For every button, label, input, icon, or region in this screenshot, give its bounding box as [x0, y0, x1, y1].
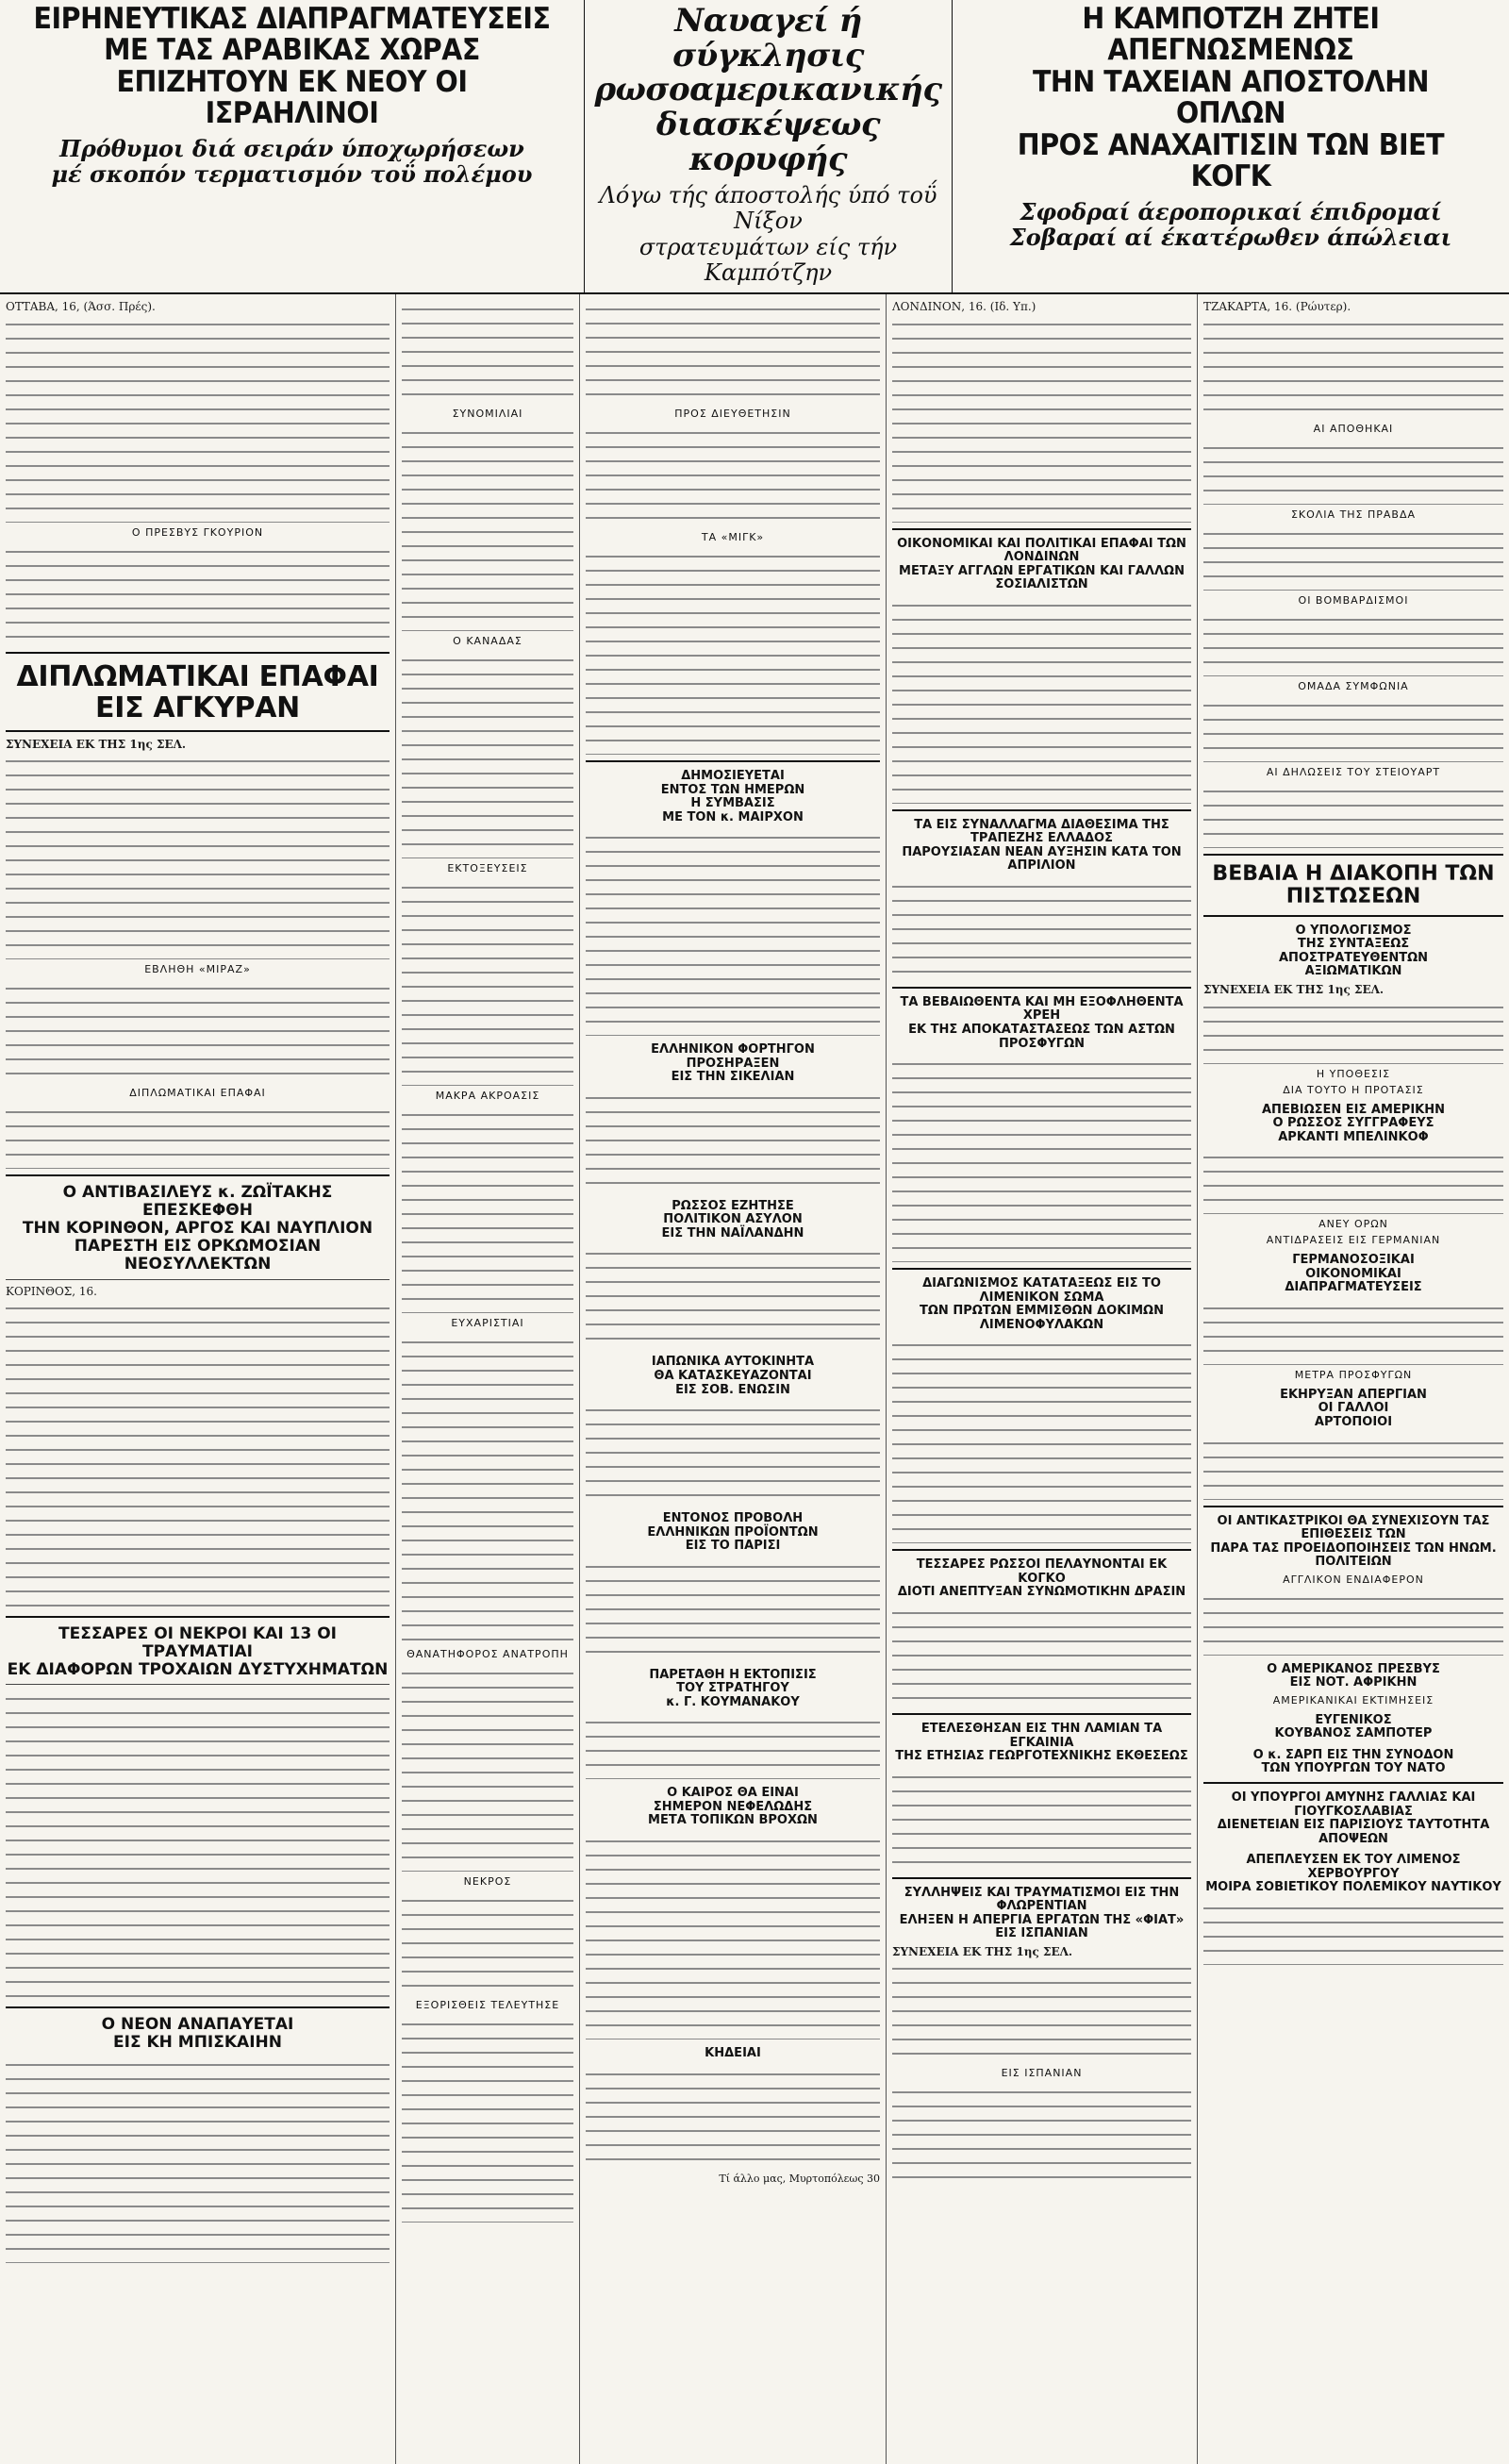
article-text	[586, 547, 880, 755]
column-4	[887, 294, 1198, 2464]
article-text	[402, 878, 573, 1086]
section-headline: ΕΛΛΗΝΙΚΟΝ ΦΟΡΤΗΓΟΝ ΠΡΟΣΗΡΑΞΕΝ ΕΙΣ ΤΗΝ ΣΙΚΕΛΙΑΝ	[651, 1042, 815, 1085]
subhead: ΕΥΧΑΡΙΣΤΙΑΙ	[451, 1316, 524, 1329]
headline-summit: Ναυαγεί ή σύγκλησις ρωσοαμερικανικής διασκέψεως κορυφής	[594, 2, 942, 178]
section-headline-credits: ΒΕΒΑΙΑ Η ΔΙΑΚΟΠΗ ΤΩΝ ΠΙΣΤΩΣΕΩΝ	[1212, 861, 1495, 909]
headline-peace-talks: ΕΙΡΗΝΕΥΤΙΚΑΣ ΔΙΑΠΡΑΓΜΑΤΕΥΣΕΙΣ ΜΕ ΤΑΣ ΑΡΑΒΙΚΑΣ ΧΩΡΑΣ ΕΠΙΖΗΤΟΥΝ ΕΚ ΝΕΟΥ ΟΙ ΙΣΡΑΗΛΙΝΟΙ	[33, 2, 551, 131]
divider	[586, 760, 880, 762]
subheadline-cambodia: Σφοδραί άεροπορικαί έπιδρομαί Σοβαραί αί έκατέρωθεν άπώλειαι	[1009, 197, 1452, 252]
article-text	[1203, 524, 1503, 591]
dateline: ΚΟΡΙΝΘΟΣ, 16.	[6, 1284, 97, 1298]
section-headline: ΑΠΕΠΛΕΥΣΕΝ ΕΚ ΤΟΥ ΛΙΜΕΝΟΣ ΧΕΡΒΟΥΡΓΟΥ ΜΟΙΡΑ ΣΟΒΙΕΤΙΚΟΥ ΠΟΛΕΜΙΚΟΥ ΝΑΥΤΙΚΟΥ	[1205, 1853, 1501, 1895]
article-text	[1203, 782, 1503, 848]
section-headline: ΣΥΛΛΗΨΕΙΣ ΚΑΙ ΤΡΑΥΜΑΤΙΣΜΟΙ ΕΙΣ ΤΗΝ ΦΛΩΡΕΝΤΙΑΝ ΕΛΗΞΕΝ Η ΑΠΕΡΓΙΑ ΕΡΓΑΤΩΝ ΤΗΣ «ΦΙΑΤ» ΕΙΣ ΙΣΠΑΝΙΑΝ	[899, 1885, 1185, 1941]
section-headline-zoitakis: Ο ΑΝΤΙΒΑΣΙΛΕΥΣ κ. ΖΩΪΤΑΚΗΣ ΕΠΕΣΚΕΦΘΗ ΤΗΝ ΚΟΡΙΝΘΟΝ, ΑΡΓΟΣ ΚΑΙ ΝΑΥΠΛΙΟΝ ΠΑΡΕΣΤΗ ΕΙΣ ΟΡΚΩΜΟΣΙΑΝ ΝΕΟΣΥΛΛΕΚΤΩΝ	[22, 1183, 373, 1274]
article-text	[402, 651, 573, 858]
article-text	[1203, 1434, 1503, 1500]
article-text	[892, 1336, 1191, 1543]
section-headline: ΟΙ ΑΝΤΙΚΑΣΤΡΙΚΟΙ ΘΑ ΣΥΝΕΧΙΣΟΥΝ ΤΑΣ ΕΠΙΘΕΣΕΙΣ ΤΩΝ ΠΑΡΑ ΤΑΣ ΠΡΟΕΙΔΟΠΟΙΗΣΕΙΣ ΤΩΝ ΗΝΩΜ. ΠΟΛΙΤΕΙΩΝ	[1210, 1513, 1497, 1570]
article-text	[1203, 1299, 1503, 1365]
article-text	[586, 424, 880, 527]
article-text	[586, 1557, 880, 1661]
article-text	[6, 315, 390, 523]
section-headline: ΚΗΔΕΙΑΙ	[705, 2046, 761, 2060]
article-text	[6, 979, 390, 1083]
subhead: ΟΙ ΒΟΜΒΑΡΔΙΣΜΟΙ	[1298, 593, 1409, 607]
dateline: ΛΟΝΔΙΝΟΝ, 16. (Ιδ. Υπ.)	[892, 299, 1036, 313]
subhead: ΝΕΚΡΟΣ	[463, 1874, 512, 1888]
column-1	[0, 294, 396, 2464]
article-text	[586, 828, 880, 1036]
continuation-note: ΣΥΝΕΧΕΙΑ ΕΚ ΤΗΣ 1ης ΣΕΛ.	[1203, 983, 1385, 996]
divider	[6, 1684, 390, 1685]
divider	[892, 987, 1191, 989]
article-text	[892, 315, 1191, 523]
article-text	[586, 1832, 880, 2039]
subhead: ΕΞΟΡΙΣΘΕΙΣ ΤΕΛΕΥΤΗΣΕ	[415, 1998, 560, 2011]
subhead: ΑΝΤΙΔΡΑΣΕΙΣ ΕΙΣ ΓΕΡΜΑΝΙΑΝ	[1266, 1234, 1441, 1247]
article-text	[1203, 696, 1503, 762]
subheadline-summit: Λόγω τής άποστολής ύπό τοΰ Νίξον στρατευμάτων είς τήν Καμπότζην	[599, 181, 937, 287]
divider	[1203, 1782, 1503, 1784]
divider	[6, 730, 390, 732]
article-text	[1203, 1148, 1503, 1214]
section-headline-nixon-rest: Ο ΝΕΟΝ ΑΝΑΠΑΥΕΤΑΙ ΕΙΣ ΚΗ ΜΠΙΣΚΑΙΗΝ	[101, 2015, 294, 2053]
continuation-note: ΣΥΝΕΧΕΙΑ ΕΚ ΤΗΣ 1ης ΣΕΛ.	[6, 737, 187, 751]
subhead: Ο ΚΑΝΑΔΑΣ	[453, 634, 522, 647]
article-text	[402, 1106, 573, 1313]
section-headline: ΙΑΠΩΝΙΚΑ ΑΥΤΟΚΙΝΗΤΑ ΘΑ ΚΑΤΑΣΚΕΥΑΖΟΝΤΑΙ ΕΙΣ ΣΟΒ. ΕΝΩΣΙΝ	[651, 1355, 815, 1397]
article-text	[402, 424, 573, 631]
footer-note: Τί άλλο μας, Μυρτοπόλεως 30	[719, 2172, 880, 2185]
headline-column-center	[585, 0, 953, 292]
divider	[6, 652, 390, 654]
section-headline: ΤΕΣΣΑΡΕΣ ΡΩΣΣΟΙ ΠΕΛΑΥΝΟΝΤΑΙ ΕΚ ΚΟΓΚΟ ΔΙΟΤΙ ΑΝΕΠΤΥΞΑΝ ΣΥΝΩΜΟΤΙΚΗΝ ΔΡΑΣΙΝ	[897, 1557, 1186, 1600]
subhead: ΠΡΟΣ ΔΙΕΥΘΕΤΗΣΙΝ	[674, 407, 791, 420]
section-headline: ΡΩΣΣΟΣ ΕΖΗΤΗΣΕ ΠΟΛΙΤΙΚΟΝ ΑΣΥΛΟΝ ΕΙΣ ΤΗΝ ΝΑΪΛΑΝΔΗΝ	[661, 1198, 804, 1240]
section-headline: ΠΑΡΕΤΑΘΗ Η ΕΚΤΟΠΙΣΙΣ ΤΟΥ ΣΤΡΑΤΗΓΟΥ κ. Γ. ΚΟΥΜΑΝΑΚΟΥ	[649, 1667, 817, 1709]
section-headline: ΟΙΚΟΝΟΜΙΚΑΙ ΚΑΙ ΠΟΛΙΤΙΚΑΙ ΕΠΑΦΑΙ ΤΩΝ ΛΟΝΔΙΝΩΝ ΜΕΤΑΞΥ ΑΓΓΛΩΝ ΕΡΓΑΤΙΚΩΝ ΚΑΙ ΓΑΛΛΩΝ ΣΟΣΙΑΛΙΣΤΩΝ	[897, 536, 1186, 592]
subhead: ΑΓΓΛΙΚΟΝ ΕΝΔΙΑΦΕΡΟΝ	[1283, 1573, 1424, 1586]
article-text	[6, 752, 390, 959]
subhead: ΣΚΟΛΙΑ ΤΗΣ ΠΡΑΒΔΑ	[1290, 508, 1417, 521]
section-headline: Ο ΑΜΕΡΙΚΑΝΟΣ ΠΡΕΣΒΥΣ ΕΙΣ ΝΟΤ. ΑΦΡΙΚΗΝ	[1267, 1661, 1440, 1690]
divider	[6, 1616, 390, 1618]
subheadline-peace-talks: Πρόθυμοι διά σειράν ύποχωρήσεων μέ σκοπόν τερματισμόν τοΰ πολέμου	[51, 134, 533, 189]
subhead: ΑΙ ΑΠΟΘΗΚΑΙ	[1313, 422, 1394, 435]
article-text	[892, 877, 1191, 981]
divider	[892, 528, 1191, 530]
divider	[6, 1174, 390, 1176]
article-text	[6, 2056, 390, 2263]
divider	[892, 1549, 1191, 1551]
article-text	[892, 596, 1191, 804]
article-text	[1203, 1590, 1503, 1656]
section-headline: Ο κ. ΣΑΡΠ ΕΙΣ ΤΗΝ ΣΥΝΟΔΟΝ ΤΩΝ ΥΠΟΥΡΓΩΝ ΤΟΥ ΝΑΤΟ	[1252, 1747, 1454, 1776]
article-text	[586, 1401, 880, 1505]
subhead: ΔΙΠΛΩΜΑΤΙΚΑΙ ΕΠΑΦΑΙ	[129, 1087, 266, 1100]
article-text	[586, 1713, 880, 1779]
subhead: ΑΙ ΔΗΛΩΣΕΙΣ ΤΟΥ ΣΤΕΙΟΥΑΡΤ	[1266, 765, 1441, 778]
article-text	[586, 300, 880, 404]
divider	[892, 809, 1191, 811]
article-text	[402, 1333, 573, 1644]
column-3	[580, 294, 887, 2464]
article-text	[6, 1299, 390, 1610]
article-text	[892, 1959, 1191, 2063]
subhead: ΔΙΑ ΤΟΥΤΟ Η ΠΡΟΤΑΣΙΣ	[1283, 1083, 1424, 1096]
subhead: ΑΜΕΡΙΚΑΝΙΚΑΙ ΕΚΤΙΜΗΣΕΙΣ	[1272, 1693, 1434, 1706]
section-headline: Ο ΥΠΟΛΟΓΙΣΜΟΣ ΤΗΣ ΣΥΝΤΑΞΕΩΣ ΑΠΟΣΤΡΑΤΕΥΘΕΝΤΩΝ ΑΞΙΩΜΑΤΙΚΩΝ	[1278, 923, 1429, 979]
subhead: ΑΝΕΥ ΟΡΩΝ	[1318, 1218, 1388, 1231]
article-text	[6, 1690, 390, 2001]
article-text	[402, 1891, 573, 1995]
front-headlines	[0, 0, 1509, 294]
article-columns	[0, 294, 1509, 2464]
dateline: ΟΤΤΑΒΑ, 16, (Άσσ. Πρές).	[6, 299, 156, 313]
article-text	[402, 1664, 573, 1872]
article-text	[586, 2065, 880, 2169]
article-text	[1203, 998, 1503, 1064]
section-headline: ΟΙ ΥΠΟΥΡΓΟΙ ΑΜΥΝΗΣ ΓΑΛΛΙΑΣ ΚΑΙ ΓΙΟΥΓΚΟΣΛΑΒΙΑΣ ΔΙΕΝΕΤΕΙΑΝ ΕΙΣ ΠΑΡΙΣΙΟΥΣ ΤΑΥΤΟΤΗΤΑ ΑΠΟΨΕΩΝ	[1217, 1790, 1490, 1846]
subhead: ΜΕΤΡΑ ΠΡΟΣΦΥΓΩΝ	[1294, 1368, 1413, 1381]
article-text	[892, 2083, 1191, 2187]
column-5	[1198, 294, 1509, 2464]
divider	[1203, 915, 1503, 917]
article-text	[586, 1089, 880, 1192]
article-text	[1203, 1899, 1503, 1965]
article-text	[6, 1103, 390, 1169]
article-text	[6, 542, 390, 646]
headline-column-left	[0, 0, 585, 292]
subhead: Ο ΠΡΕΣΒΥΣ ΓΚΟΥΡΙΟΝ	[131, 525, 264, 539]
section-headline: ΔΙΑΓΩΝΙΣΜΟΣ ΚΑΤΑΤΑΞΕΩΣ ΕΙΣ ΤΟ ΛΙΜΕΝΙΚΟΝ ΣΩΜΑ ΤΩΝ ΠΡΩΤΩΝ ΕΜΜΙΣΘΩΝ ΔΟΚΙΜΩΝ ΛΙΜΕΝΟΦΥΛΑΚΩΝ	[920, 1276, 1164, 1332]
section-headline: ΔΗΜΟΣΙΕΥΕΤΑΙ ΕΝΤΟΣ ΤΩΝ ΗΜΕΡΩΝ Η ΣΥΜΒΑΣΙΣ ΜΕ ΤΟΝ κ. ΜΑΙΡΧΟΝ	[660, 768, 805, 824]
subhead: ΘΑΝΑΤΗΦΟΡΟΣ ΑΝΑΤΡΟΠΗ	[406, 1647, 569, 1660]
section-headline: ΤΑ ΒΕΒΑΙΩΘΕΝΤΑ ΚΑΙ ΜΗ ΕΞΟΦΛΗΘΕΝΤΑ ΧΡΕΗ ΕΚ ΤΗΣ ΑΠΟΚΑΤΑΣΤΑΣΕΩΣ ΤΩΝ ΑΣΤΩΝ ΠΡΟΣΦΥΓΩΝ	[900, 994, 1184, 1051]
subhead: ΕΚΤΟΞΕΥΣΕΙΣ	[447, 861, 528, 874]
divider	[892, 1713, 1191, 1715]
article-text	[892, 1055, 1191, 1262]
divider	[6, 2006, 390, 2008]
section-headline: ΕΝΤΟΝΟΣ ΠΡΟΒΟΛΗ ΕΛΛΗΝΙΚΩΝ ΠΡΟΪΟΝΤΩΝ ΕΙΣ ΤΟ ΠΑΡΙΣΙ	[647, 1511, 819, 1554]
article-text	[892, 1768, 1191, 1872]
article-text	[1203, 439, 1503, 505]
divider	[6, 1279, 390, 1280]
subhead: ΜΑΚΡΑ ΑΚΡΟΑΣΙΣ	[435, 1089, 540, 1102]
article-text	[1203, 315, 1503, 419]
subhead: ΕΙΣ ΙΣΠΑΝΙΑΝ	[1001, 2067, 1083, 2080]
section-headline: ΕΥΓΕΝΙΚΟΣ ΚΟΥΒΑΝΟΣ ΣΑΜΠΟΤΕΡ	[1274, 1712, 1433, 1741]
headline-column-right	[953, 0, 1509, 292]
article-text	[1203, 610, 1503, 676]
section-headline-accidents: ΤΕΣΣΑΡΕΣ ΟΙ ΝΕΚΡΟΙ ΚΑΙ 13 ΟΙ ΤΡΑΥΜΑΤΙΑΙ ΕΚ ΔΙΑΦΟΡΩΝ ΤΡΟΧΑΙΩΝ ΔΥΣΤΥΧΗΜΑΤΩΝ	[7, 1624, 389, 1680]
section-headline: ΓΕΡΜΑΝΟΣΟΞΙΚΑΙ ΟΙΚΟΝΟΜΙΚΑΙ ΔΙΑΠΡΑΓΜΑΤΕΥΣΕΙΣ	[1285, 1253, 1422, 1295]
article-text	[892, 1604, 1191, 1707]
article-text	[402, 300, 573, 404]
divider	[1203, 854, 1503, 856]
divider	[892, 1877, 1191, 1879]
section-headline: ΤΑ ΕΙΣ ΣΥΝΑΛΛΑΓΜΑ ΔΙΑΘΕΣΙΜΑ ΤΗΣ ΤΡΑΠΕΖΗΣ ΕΛΛΑΔΟΣ ΠΑΡΟΥΣΙΑΣΑΝ ΝΕΑΝ ΑΥΞΗΣΙΝ ΚΑΤΑ ΤΟΝ ΑΠΡΙΛΙΟΝ	[902, 817, 1182, 874]
section-headline: ΑΠΕΒΙΩΣΕΝ ΕΙΣ ΑΜΕΡΙΚΗΝ Ο ΡΩΣΣΟΣ ΣΥΓΓΡΑΦΕΥΣ ΑΡΚΑΝΤΙ ΜΠΕΛΙΝΚΟΦ	[1262, 1102, 1445, 1144]
section-headline: Ο ΚΑΙΡΟΣ ΘΑ ΕΙΝΑΙ ΣΗΜΕΡΟΝ ΝΕΦΕΛΩΔΗΣ ΜΕΤΑ ΤΟΠΙΚΩΝ ΒΡΟΧΩΝ	[648, 1786, 818, 1828]
column-2	[396, 294, 580, 2464]
dateline: ΤΖΑΚΑΡΤΑ, 16. (Ρώυτερ).	[1203, 299, 1351, 313]
section-headline: ΕΤΕΛΕΣΘΗΣΑΝ ΕΙΣ ΤΗΝ ΛΑΜΙΑΝ ΤΑ ΕΓΚΑΙΝΙΑ ΤΗΣ ΕΤΗΣΙΑΣ ΓΕΩΡΓΟΤΕΧΝΙΚΗΣ ΕΚΘΕΣΕΩΣ	[895, 1721, 1188, 1764]
section-headline-diplomatic: ΔΙΠΛΩΜΑΤΙΚΑΙ ΕΠΑΦΑΙ ΕΙΣ ΑΓΚΥΡΑΝ	[16, 659, 379, 725]
continuation-note: ΣΥΝΕΧΕΙΑ ΕΚ ΤΗΣ 1ης ΣΕΛ.	[892, 1944, 1073, 1958]
section-headline: ΕΚΗΡΥΞΑΝ ΑΠΕΡΓΙΑΝ ΟΙ ΓΑΛΛΟΙ ΑΡΤΟΠΟΙΟΙ	[1280, 1387, 1427, 1429]
subhead: ΣΥΝΟΜΙΛΙΑΙ	[452, 407, 523, 420]
article-text	[586, 1244, 880, 1348]
subhead: ΕΒΛΗΘΗ «ΜΙΡΑΖ»	[144, 963, 251, 976]
subhead: Η ΥΠΟΘΕΣΙΣ	[1316, 1067, 1391, 1080]
headline-cambodia: Η ΚΑΜΠΟΤΖΗ ΖΗΤΕΙ ΑΠΕΓΝΩΣΜΕΝΩΣ ΤΗΝ ΤΑΧΕΙΑΝ ΑΠΟΣΤΟΛΗΝ ΟΠΛΩΝ ΠΡΟΣ ΑΝΑΧΑΙΤΙΣΙΝ ΤΩΝ ΒΙΕΤ ΚΟΓΚ	[1017, 2, 1445, 194]
divider	[892, 1268, 1191, 1270]
subhead: ΤΑ «ΜΙΓΚ»	[701, 530, 765, 543]
article-text	[402, 2015, 573, 2223]
subhead: ΟΜΑΔΑ ΣΥΜΦΩΝΙΑ	[1298, 679, 1409, 692]
divider	[1203, 1506, 1503, 1507]
